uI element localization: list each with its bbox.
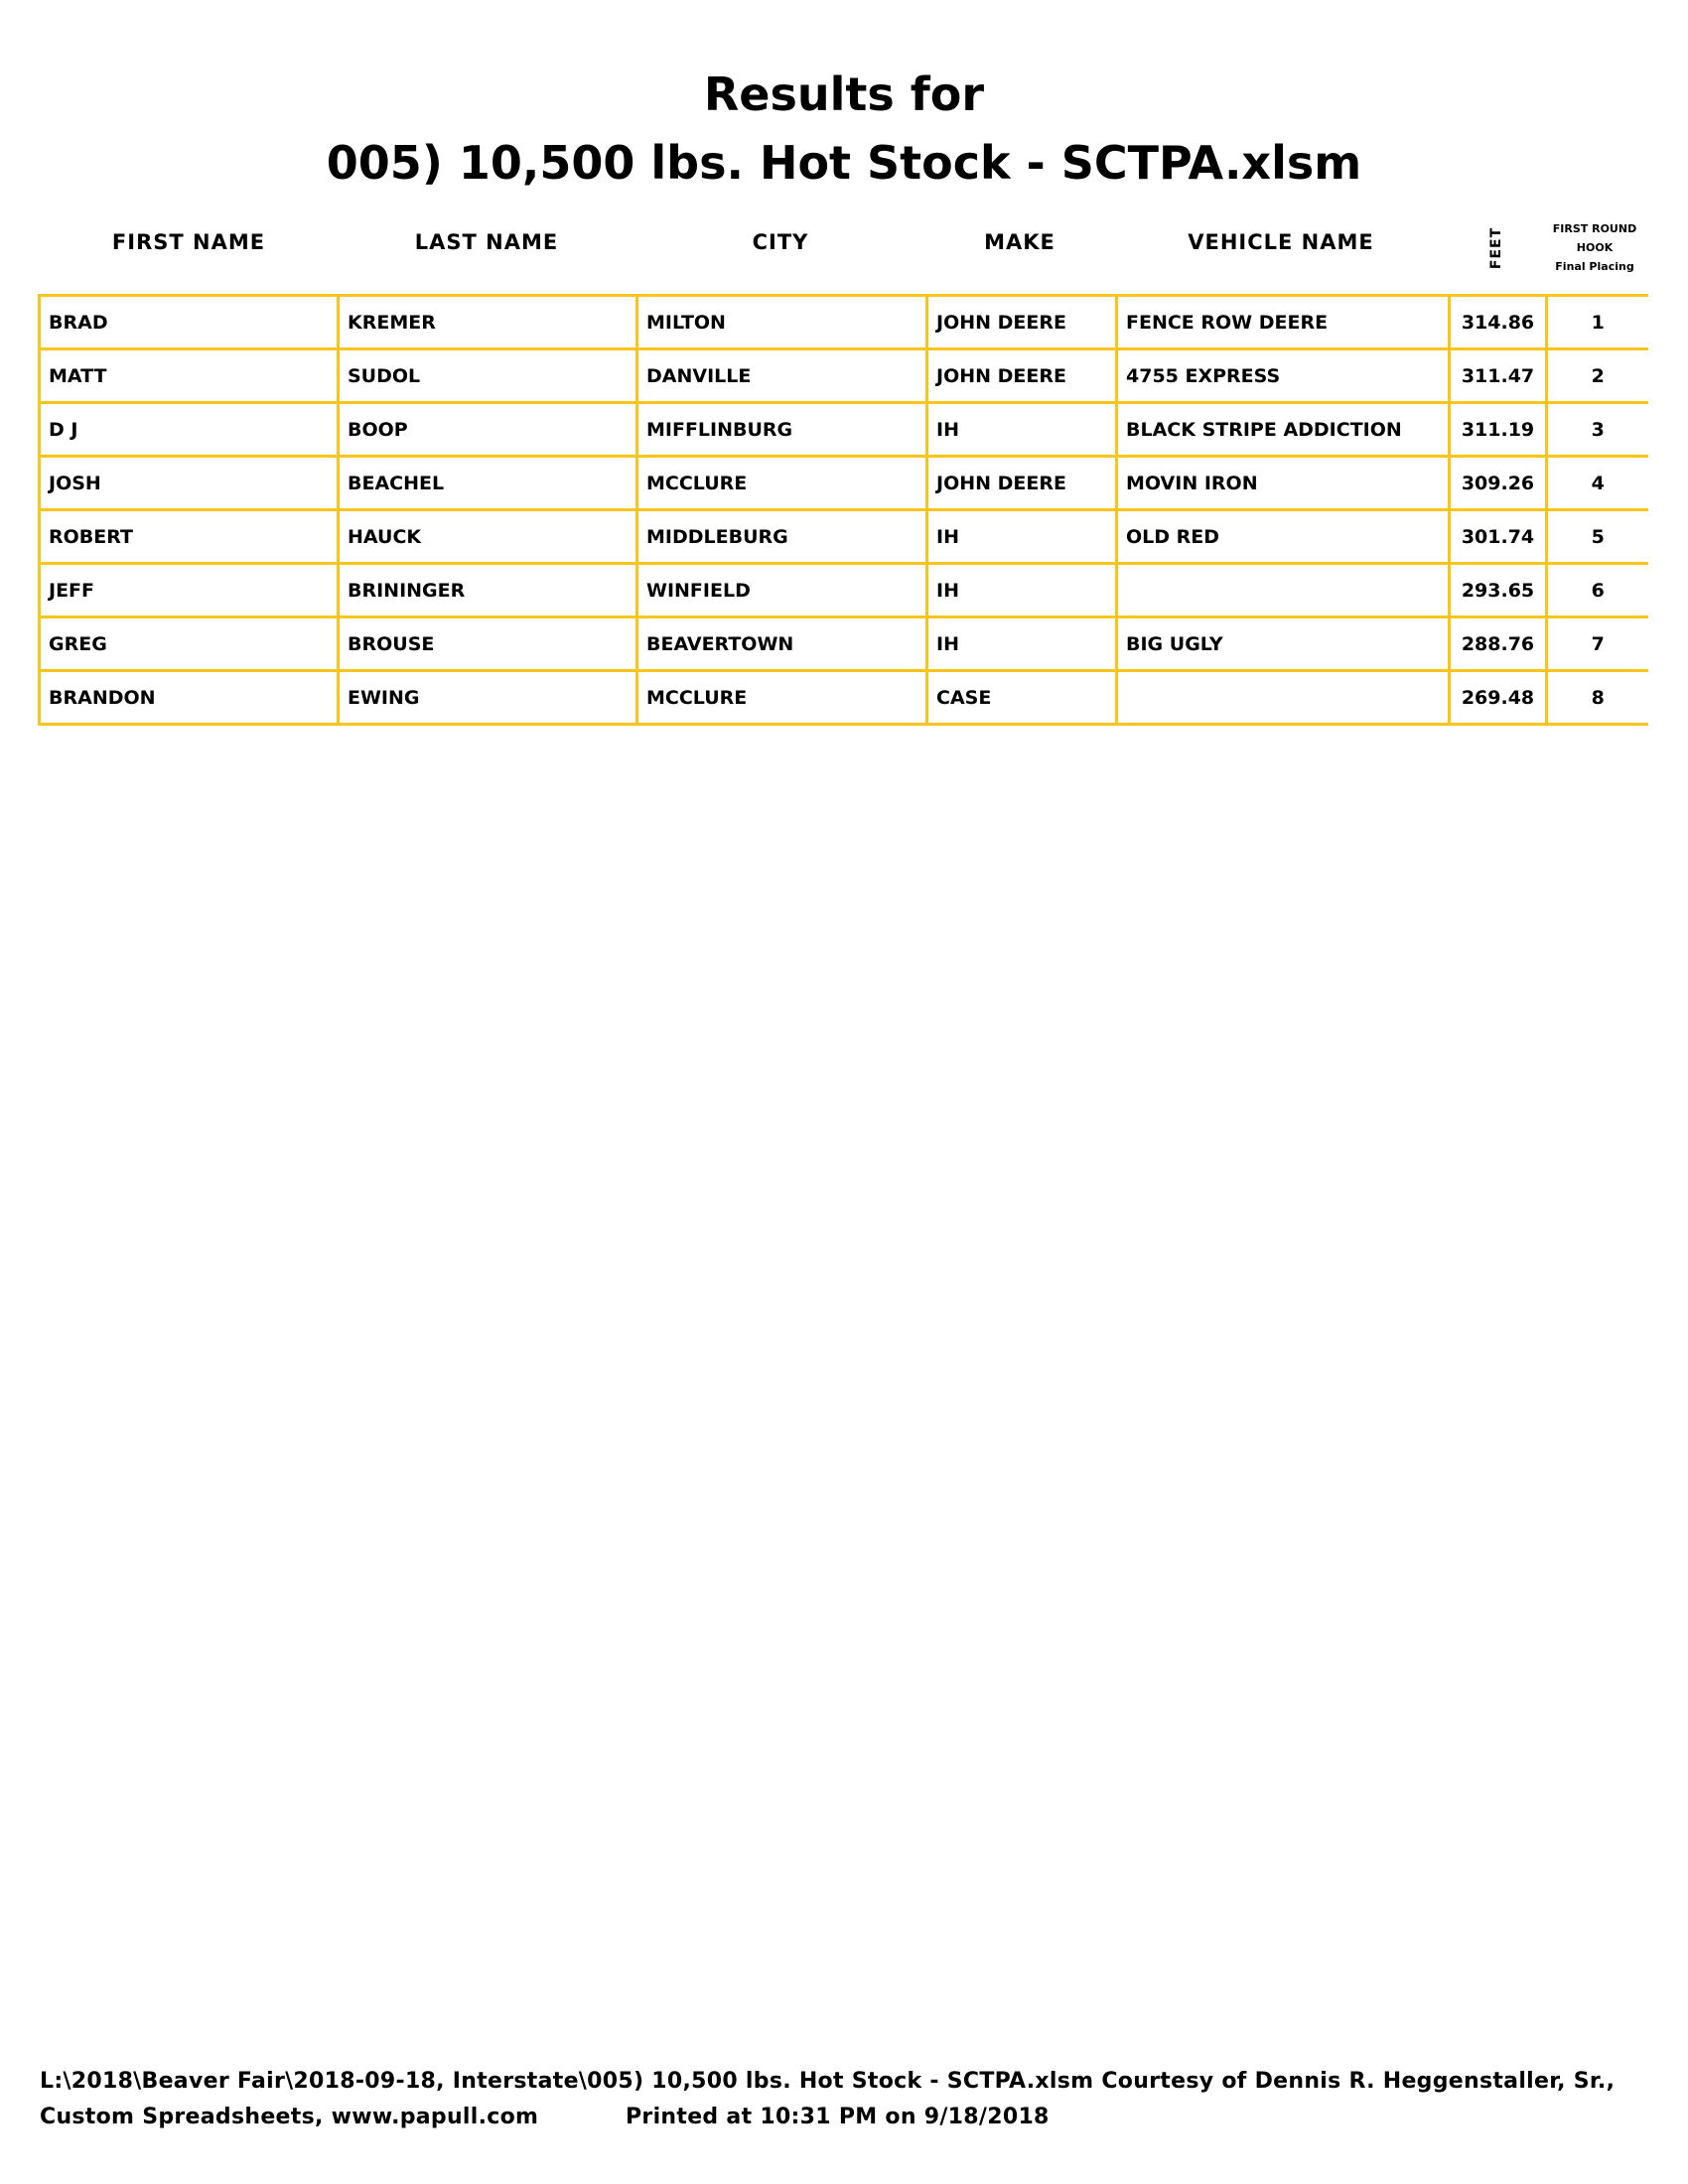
vehicle-name-cell xyxy=(1117,671,1450,725)
table-row xyxy=(40,296,1648,349)
vehicle-name-cell: 4755 EXPRESS xyxy=(1117,349,1450,403)
first-name-cell: MATT xyxy=(40,349,339,403)
placing-cell: 1 xyxy=(1547,296,1648,349)
column-header-feet xyxy=(1473,224,1520,272)
table-row xyxy=(40,671,1648,725)
feet-cell: 269.48 xyxy=(1450,671,1547,725)
results-table-body xyxy=(40,296,1648,725)
footer-file-path: L:\2018\Beaver Fair\2018-09-18, Interstate\005) 10,500 lbs. Hot Stock - SCTPA.xlsm Courtesy of Dennis R. Heggenstaller, Sr., xyxy=(40,2069,1616,2094)
last-name-cell: BOOP xyxy=(339,403,637,457)
placing-cell: 2 xyxy=(1547,349,1648,403)
footer-printed-timestamp: Printed at 10:31 PM on 9/18/2018 xyxy=(626,2105,1050,2129)
vehicle-name-cell: FENCE ROW DEERE xyxy=(1117,296,1450,349)
page-title: Results for xyxy=(703,68,985,121)
first-name-cell: ROBERT xyxy=(40,510,339,564)
table-row xyxy=(40,617,1648,671)
last-name-cell: BRININGER xyxy=(339,564,637,617)
last-name-cell: BROUSE xyxy=(339,617,637,671)
feet-cell: 309.26 xyxy=(1450,457,1547,510)
make-cell: IH xyxy=(927,510,1117,564)
placing-cell: 6 xyxy=(1547,564,1648,617)
feet-cell: 288.76 xyxy=(1450,617,1547,671)
city-cell: WINFIELD xyxy=(637,564,927,617)
footer-credits xyxy=(40,2105,1050,2129)
column-header-placing xyxy=(1539,219,1650,276)
feet-cell: 301.74 xyxy=(1450,510,1547,564)
city-cell: BEAVERTOWN xyxy=(637,617,927,671)
table-row xyxy=(40,403,1648,457)
feet-cell: 311.47 xyxy=(1450,349,1547,403)
city-cell: MCCLURE xyxy=(637,671,927,725)
column-header-placing-line1: FIRST ROUND xyxy=(1552,222,1637,235)
first-name-cell: D J xyxy=(40,403,339,457)
make-cell: IH xyxy=(927,564,1117,617)
placing-cell: 5 xyxy=(1547,510,1648,564)
last-name-cell: BEACHEL xyxy=(339,457,637,510)
first-name-cell: GREG xyxy=(40,617,339,671)
column-header-first-name: FIRST NAME xyxy=(111,230,266,254)
column-header-make: MAKE xyxy=(984,230,1055,254)
column-header-last-name: LAST NAME xyxy=(414,230,559,254)
placing-cell: 8 xyxy=(1547,671,1648,725)
first-name-cell: BRANDON xyxy=(40,671,339,725)
city-cell: MIFFLINBURG xyxy=(637,403,927,457)
make-cell: JOHN DEERE xyxy=(927,296,1117,349)
column-header-placing-line2: HOOK xyxy=(1576,241,1614,254)
column-header-vehicle-name: VEHICLE NAME xyxy=(1188,230,1374,254)
table-row xyxy=(40,510,1648,564)
table-row xyxy=(40,457,1648,510)
feet-cell: 314.86 xyxy=(1450,296,1547,349)
make-cell: CASE xyxy=(927,671,1117,725)
feet-cell: 311.19 xyxy=(1450,403,1547,457)
vehicle-name-cell xyxy=(1117,564,1450,617)
table-row xyxy=(40,349,1648,403)
make-cell: JOHN DEERE xyxy=(927,349,1117,403)
placing-cell: 7 xyxy=(1547,617,1648,671)
last-name-cell: KREMER xyxy=(339,296,637,349)
column-header-city: CITY xyxy=(752,230,809,254)
city-cell: DANVILLE xyxy=(637,349,927,403)
make-cell: IH xyxy=(927,403,1117,457)
last-name-cell: EWING xyxy=(339,671,637,725)
placing-cell: 4 xyxy=(1547,457,1648,510)
last-name-cell: SUDOL xyxy=(339,349,637,403)
city-cell: MILTON xyxy=(637,296,927,349)
vehicle-name-cell: OLD RED xyxy=(1117,510,1450,564)
first-name-cell: JEFF xyxy=(40,564,339,617)
make-cell: JOHN DEERE xyxy=(927,457,1117,510)
results-table xyxy=(38,294,1648,726)
column-header-feet-label: FEET xyxy=(1488,226,1504,270)
feet-cell: 293.65 xyxy=(1450,564,1547,617)
vehicle-name-cell: BIG UGLY xyxy=(1117,617,1450,671)
make-cell: IH xyxy=(927,617,1117,671)
city-cell: MIDDLEBURG xyxy=(637,510,927,564)
page-subtitle: 005) 10,500 lbs. Hot Stock - SCTPA.xlsm xyxy=(326,136,1362,190)
first-name-cell: JOSH xyxy=(40,457,339,510)
placing-cell: 3 xyxy=(1547,403,1648,457)
first-name-cell: BRAD xyxy=(40,296,339,349)
column-header-placing-line3: Final Placing xyxy=(1555,260,1634,273)
vehicle-name-cell: BLACK STRIPE ADDICTION xyxy=(1117,403,1450,457)
last-name-cell: HAUCK xyxy=(339,510,637,564)
table-row xyxy=(40,564,1648,617)
city-cell: MCCLURE xyxy=(637,457,927,510)
vehicle-name-cell: MOVIN IRON xyxy=(1117,457,1450,510)
footer-website: Custom Spreadsheets, www.papull.com xyxy=(40,2105,539,2129)
